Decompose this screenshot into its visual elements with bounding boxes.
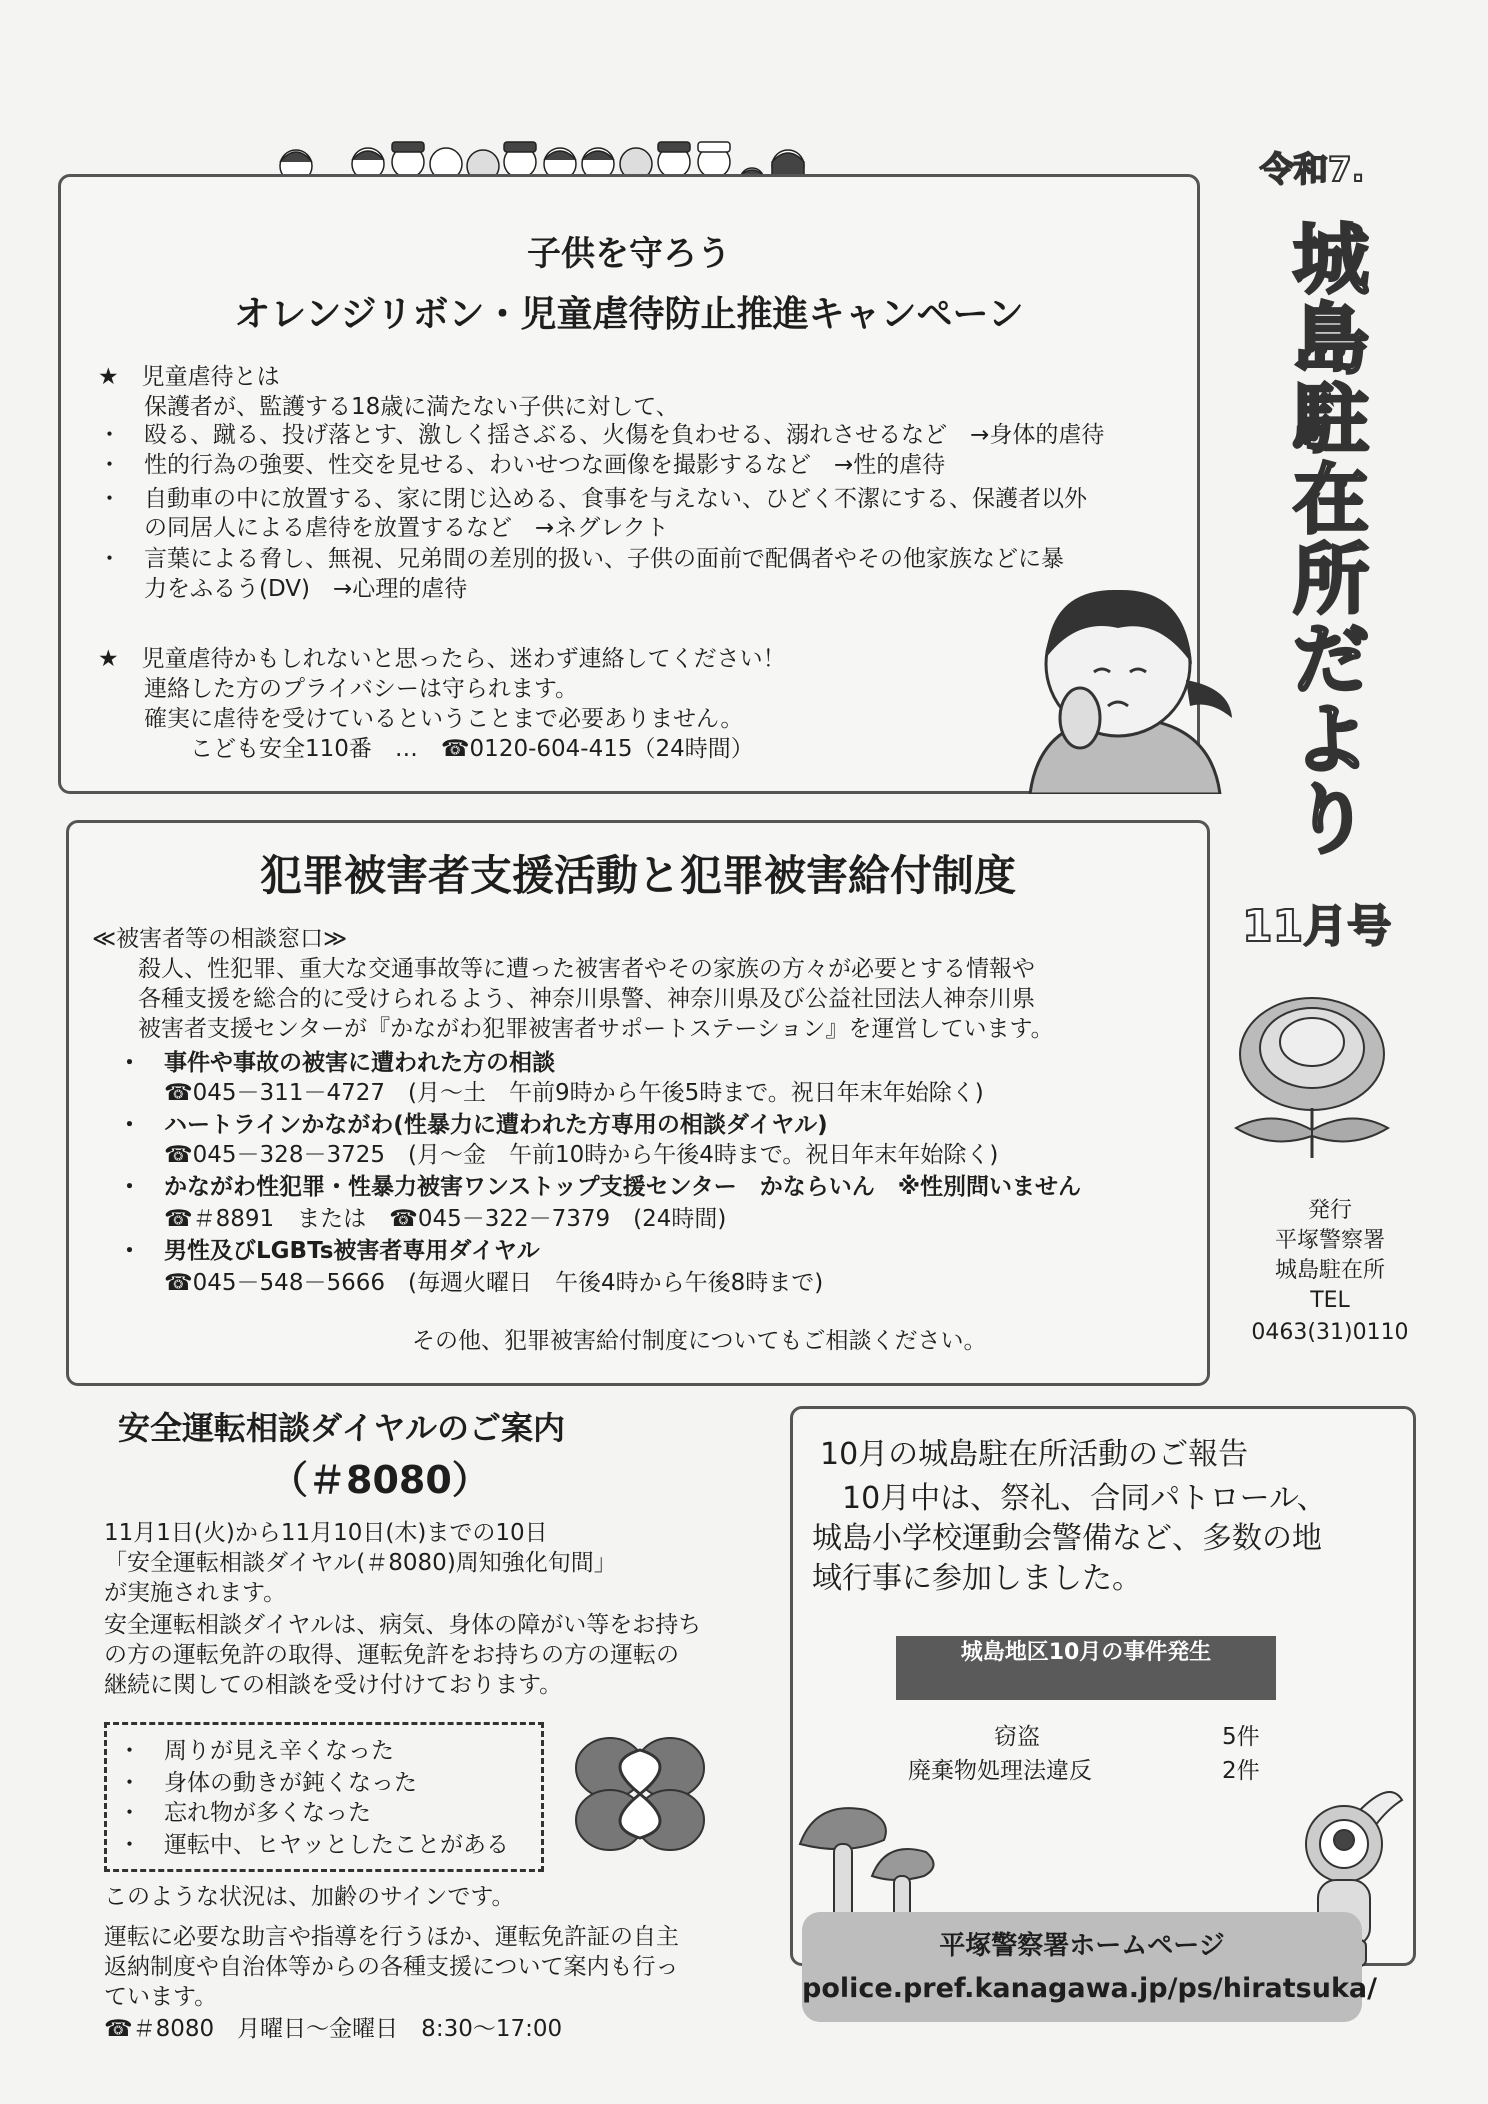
section3-line: 「安全運転相談ダイヤル(＃8080)周知強化旬間」 (104, 1550, 617, 1576)
section2-title: 犯罪被害者支援活動と犯罪被害給付制度 (259, 851, 1016, 900)
section1-line: 力をふるう(DV) →心理的虐待 (98, 576, 468, 602)
section3-after: ています。 (104, 1984, 218, 2010)
section4-line: 城島小学校運動会警備など、多数の地 (812, 1521, 1322, 1556)
incident-name: 窃盗 (994, 1724, 1040, 1750)
section3-number: （＃8080） (270, 1458, 490, 1502)
section1-line: ★ 児童虐待とは (98, 364, 280, 390)
section1-line: ・ 殴る、蹴る、投げ落とす、激しく揺さぶる、火傷を負わせる、溺れさせるなど →身体的虐待 (98, 422, 1105, 448)
publisher-line: 発行 (1307, 1198, 1352, 1223)
section1-subtitle: オレンジリボン・児童虐待防止推進キャンペーン (234, 294, 1024, 335)
section2-line: ☎045－311－4727 (月～土 午前9時から午後5時まで。祝日年末年始除く) (118, 1080, 984, 1106)
section2-line: ・ 事件や事故の被害に遭われた方の相談 (118, 1050, 555, 1076)
title-char: 島 (1293, 295, 1367, 384)
section3-after: 返納制度や自治体等からの各種支援について案内も行っ (104, 1954, 679, 1980)
section2-line: 各種支援を総合的に受けられるよう、神奈川県警、神奈川県及び公益社団法人神奈川県 (92, 986, 1035, 1012)
section3-line: が実施されます。 (104, 1580, 287, 1606)
publisher-line: TEL (1310, 1288, 1350, 1313)
section3-line: 11月1日(火)から11月10日(木)までの10日 (104, 1520, 548, 1546)
section2-line: ☎045－328－3725 (月～金 午前10時から午後4時まで。祝日年末年始除く) (118, 1142, 999, 1168)
section2-line: ・ 男性及びLGBTs被害者専用ダイヤル (118, 1238, 540, 1264)
section1-line: ・ 性的行為の強要、性交を見せる、わいせつな画像を撮影するなど →性的虐待 (98, 452, 946, 478)
section4-title: 10月の城島駐在所活動のご報告 (820, 1437, 1249, 1472)
section3-after: このような状況は、加齢のサインです。 (104, 1884, 515, 1910)
title-char: 駐 (1293, 375, 1367, 464)
incident-header: 城島地区10月の事件発生 (896, 1636, 1276, 1700)
issue-label: 11月号 (1242, 901, 1392, 952)
section1-line: 確実に虐待を受けているということまで必要ありません。 (98, 706, 744, 732)
publisher-line: 0463(31)0110 (1251, 1320, 1409, 1345)
section2-line: 殺人、性犯罪、重大な交通事故等に遭った被害者やその家族の方々が必要とする情報や (92, 956, 1035, 982)
section1-line: 連絡した方のプライバシーは守られます。 (98, 676, 579, 702)
title-char: 所 (1293, 535, 1367, 624)
section2-line: ≪被害者等の相談窓口≫ (92, 926, 348, 952)
publisher-line: 平塚警察署 (1274, 1228, 1385, 1253)
incident-count: 2件 (1222, 1758, 1260, 1784)
title-char: 在 (1293, 455, 1367, 544)
section3-line: 安全運転相談ダイヤルは、病気、身体の障がい等をお持ち (104, 1612, 702, 1638)
section2-line: その他、犯罪被害給付制度についてもご相談ください。 (412, 1328, 987, 1354)
publisher-line: 城島駐在所 (1274, 1258, 1385, 1283)
section3-line: 継続に関しての相談を受け付けております。 (104, 1672, 563, 1698)
section4-line: 域行事に参加しました。 (812, 1561, 1142, 1596)
section1-line: こども安全110番 … ☎0120-604-415（24時間） (98, 736, 754, 762)
section3-after: ☎＃8080 月曜日～金曜日 8:30～17:00 (104, 2016, 563, 2042)
section2-line: ☎045－548－5666 (毎週火曜日 午後4時から午後8時まで) (118, 1270, 824, 1296)
section2-line: 被害者支援センターが『かながわ犯罪被害者サポートステーション』を運営しています。 (92, 1016, 1054, 1042)
section2-line: ・ ハートラインかながわ(性暴力に遭われた方専用の相談ダイヤル) (118, 1112, 828, 1138)
section1-line: 保護者が、監護する18歳に満たない子供に対して、 (98, 394, 679, 420)
homepage-label: 平塚警察署ホームページ (939, 1931, 1225, 1961)
homepage-url[interactable]: police.pref.kanagawa.jp/ps/hiratsuka/ (802, 1973, 1377, 2004)
chrysanthemum-illustration (1222, 990, 1402, 1160)
incident-count: 5件 (1222, 1724, 1260, 1750)
section3-line: の方の運転免許の取得、運転免許をお持ちの方の運転の (104, 1642, 679, 1668)
section1-line: ★ 児童虐待かもしれないと思ったら、迷わず連絡してください！ (98, 646, 786, 672)
checklist-item: ・ 運転中、ヒヤッとしたことがある (118, 1832, 509, 1858)
title-char: り (1293, 775, 1367, 864)
incident-name: 廃棄物処理法違反 (908, 1758, 1092, 1784)
section2-line: ☎＃8891 または ☎045－322－7379 (24時間) (118, 1206, 727, 1232)
section1-line: の同居人による虐待を放置するなど →ネグレクト (98, 515, 669, 541)
section3-after: 運転に必要な助言や指導を行うほか、運転免許証の自主 (104, 1924, 679, 1950)
sidebar-year: 令和7. (1260, 150, 1365, 190)
section1-title: 子供を守ろう (527, 234, 731, 274)
title-char: だ (1293, 615, 1367, 704)
checklist-item: ・ 忘れ物が多くなった (118, 1800, 371, 1826)
section4-line: 10月中は、祭礼、合同パトロール、 (812, 1481, 1327, 1516)
checklist-item: ・ 身体の動きが鈍くなった (118, 1770, 417, 1796)
section1-line: ・ 言葉による脅し、無視、兄弟間の差別的扱い、子供の面前で配偶者やその他家族などに暴 (98, 546, 1064, 572)
crying-child-illustration (1010, 568, 1250, 794)
newsletter-title (1270, 215, 1390, 864)
section2-line: ・ かながわ性犯罪・性暴力被害ワンストップ支援センター かならいん ※性別問いません (118, 1174, 1082, 1200)
checklist-item: ・ 周りが見え辛くなった (118, 1738, 394, 1764)
section1-line: ・ 自動車の中に放置する、家に閉じ込める、食事を与えない、ひどく不潔にする、保護者以外 (98, 486, 1087, 512)
title-char: よ (1293, 695, 1367, 784)
title-char: 城 (1293, 215, 1367, 304)
section3-title: 安全運転相談ダイヤルのご案内 (118, 1409, 566, 1447)
safe-driving-logo (570, 1732, 710, 1856)
